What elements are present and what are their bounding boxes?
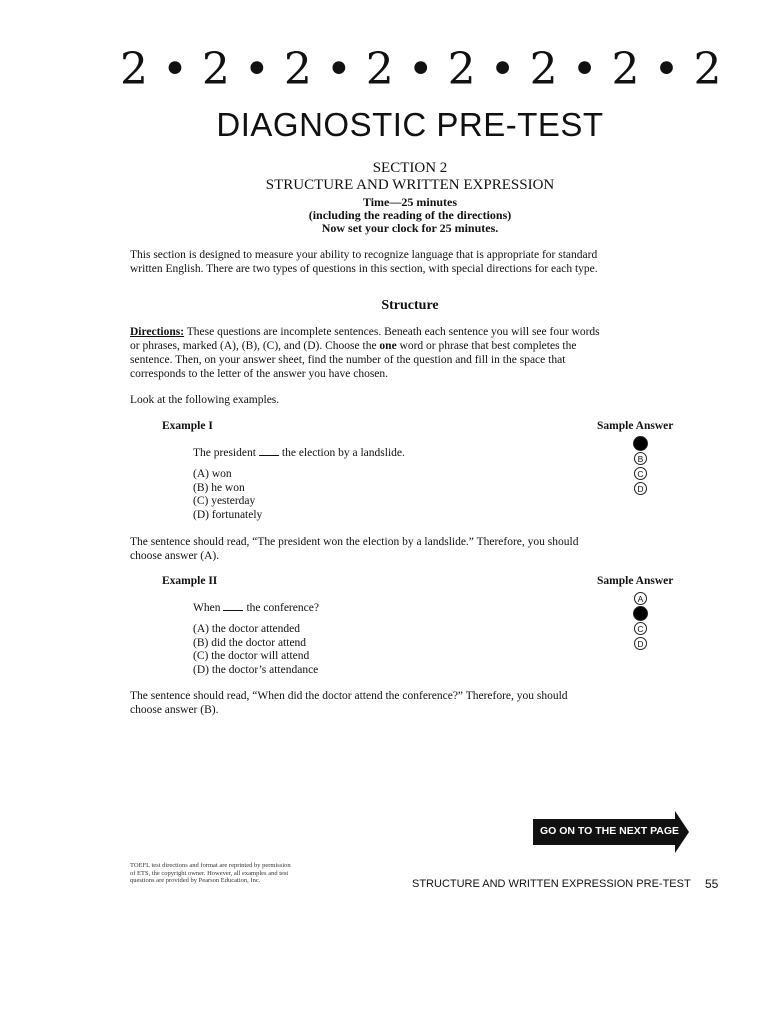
example-2-stem: When the conference? <box>193 602 319 614</box>
section-name: STRUCTURE AND WRITTEN EXPRESSION <box>265 177 555 193</box>
section-number-header: 2 • 2 • 2 • 2 • 2 • 2 • 2 • 2 <box>120 44 722 95</box>
option-b: (B) did the doctor attend <box>193 636 307 649</box>
option-c: (C) the doctor will attend <box>193 650 310 662</box>
option-b: (B) he won <box>193 481 245 494</box>
next-page-label: GO ON TO THE NEXT PAGE <box>540 825 680 837</box>
option-a: (A) the doctor attended <box>193 623 300 635</box>
section-number: SECTION 2 <box>372 160 448 176</box>
intro-paragraph: This section is designed to measure your ability to recognize language that is appropriate for standard written English. There are two types of questions in this section, with special directions for each type. <box>130 249 598 275</box>
answer-blank <box>223 602 243 611</box>
directions-paragraph: Directions: These questions are incomplete sentences. Beneath each sentence you will see four words or phrases, marked (A), (B), (C), and (D). Choose the one word or phrase that best completes the sentence. Then, on your answer sheet, find the number of the question and fill in the space that corresponds to the letter of the answer you have chosen. <box>130 326 600 380</box>
answer-bubble-c: C <box>634 622 647 635</box>
answer-bubble-d: D <box>634 482 647 495</box>
answer-bubble-b-filled <box>633 606 648 621</box>
answer-bubble-c: C <box>634 467 647 480</box>
answer-bubble-a-filled <box>633 436 648 451</box>
page-number: 55 <box>705 877 719 891</box>
clock-instruction: Now set your clock for 25 minutes. <box>321 221 499 235</box>
option-d: (D) fortunately <box>193 508 263 521</box>
example-2-sample-label: Sample Answer <box>597 575 674 587</box>
option-c: (C) yesterday <box>193 495 256 507</box>
example-1-explanation: The sentence should read, “The president won the election by a landslide.” Therefore, you should choose answer (A). <box>130 536 579 562</box>
option-a: (A) won <box>193 468 232 480</box>
page-title: DIAGNOSTIC PRE-TEST <box>216 106 604 143</box>
answer-bubble-b: B <box>634 452 647 465</box>
examples-intro: Look at the following examples. <box>130 394 280 406</box>
example-2-explanation: The sentence should read, “When did the doctor attend the conference?” Therefore, you should choose answer (B). <box>130 690 568 716</box>
directions-label: Directions: <box>130 326 185 338</box>
example-2-label: Example II <box>162 575 218 587</box>
example-1-sample-label: Sample Answer <box>597 420 674 432</box>
answer-bubble-d: D <box>634 637 647 650</box>
answer-blank <box>259 447 279 456</box>
running-footer-title: STRUCTURE AND WRITTEN EXPRESSION PRE-TEST <box>412 878 691 890</box>
example-2-options <box>193 623 318 677</box>
time-note: (including the reading of the directions) <box>308 208 512 222</box>
example-1-options <box>193 468 262 522</box>
answer-bubble-a: A <box>634 592 647 605</box>
option-d: (D) the doctor’s attendance <box>193 663 319 676</box>
structure-heading: Structure <box>381 298 439 313</box>
time-limit: Time—25 minutes <box>362 195 458 209</box>
example-1-stem: The president the election by a landslide. <box>193 447 405 459</box>
example-1-label: Example I <box>162 420 213 432</box>
copyright-notice: TOEFL test directions and format are reprinted by permission of ETS, the copyright owner. However, all examples and test questions are provided by Pearson Education, Inc. <box>130 862 291 884</box>
